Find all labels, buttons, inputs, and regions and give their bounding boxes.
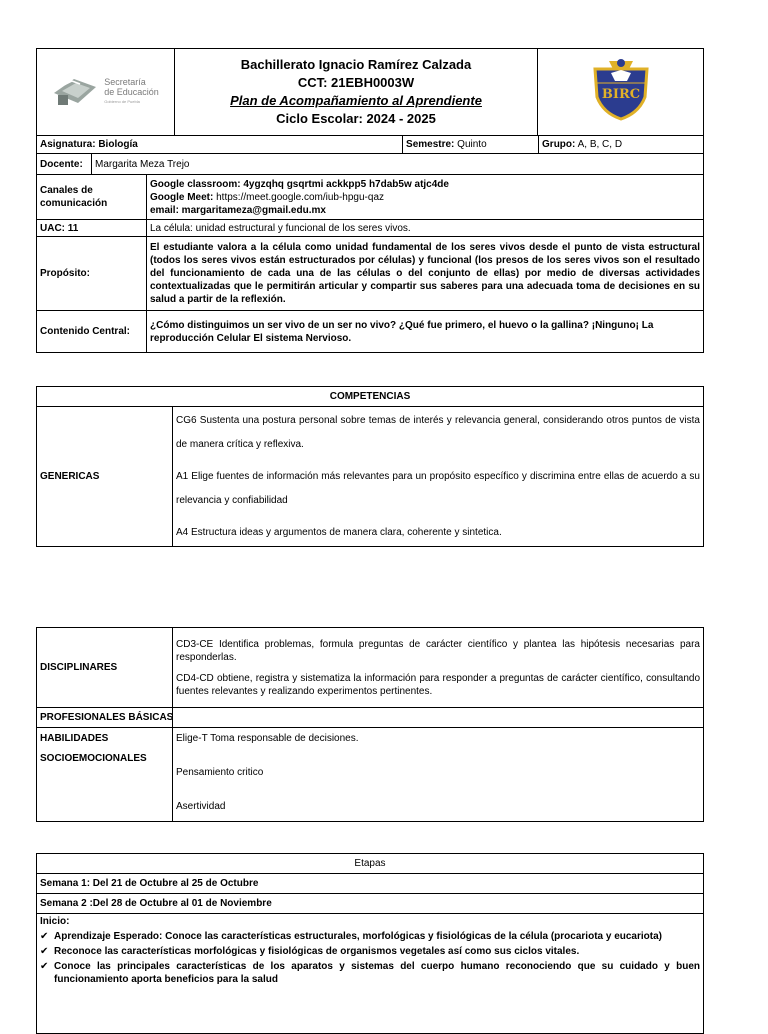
hab-item-1: Elige-T Toma responsable de decisiones.	[176, 733, 359, 744]
contenido-value: ¿Cómo distinguimos un ser vivo de un ser no vivo? ¿Qué fue primero, el huevo o la gallina? ¡Ninguno¡ La reproducción Celular El sistema Nervioso.	[147, 311, 704, 353]
profesionales-label: PROFESIONALES BÁSICAS	[37, 708, 173, 728]
inicio-cell	[37, 914, 704, 1034]
etapas-table	[36, 853, 704, 1034]
hab-item-3: Asertividad	[176, 801, 226, 812]
competencias-table	[36, 386, 704, 547]
list-item	[40, 960, 700, 986]
header-table	[36, 48, 704, 136]
info-table	[36, 135, 704, 353]
grupo-value: A, B, C, D	[577, 139, 623, 150]
disciplinares-label: DISCIPLINARES	[37, 628, 173, 708]
disciplinares-content	[173, 628, 704, 708]
check-icon: ✔	[40, 961, 49, 972]
list-item-text: Aprendizaje Esperado: Conoce las características estructurales, morfológicas y fisiológicas de la célula (procariota y eucariota)	[54, 931, 662, 942]
list-item-text: Reconoce las características morfológicas y fisiológicas de organismos vegetales así como sus ciclos vitales.	[54, 946, 580, 957]
a1-text: A1 Elige fuentes de información más relevantes para un propósito específico y discrimina entre ellas de acuerdo a su relevancia y confiabilidad	[176, 471, 700, 506]
uac-value: La célula: unidad estructural y funcional de los seres vivos.	[147, 220, 704, 237]
genericas-content	[173, 407, 704, 547]
ciclo-escolar: Ciclo Escolar: 2024 - 2025	[276, 111, 436, 126]
hab-item-2: Pensamiento critico	[176, 767, 264, 778]
habilidades-label	[37, 728, 173, 822]
semana-2: Semana 2 :Del 28 de Octubre al 01 de Noviembre	[37, 894, 704, 914]
docente-value: Margarita Meza Trejo	[92, 154, 704, 175]
proposito-value: El estudiante valora a la célula como unidad fundamental de los seres vivos desde el punto de vista estructural (todos los seres vivos están estructurados por células) y funcional (los presos de los seres vivos son el resultado del funcionamiento de cada una de las células o del conjunto de ellas) por medio de diversas actividades contextualizadas que le permitirán articular y compartir sus saberes para una adecuada toma de decisiones en su salud a partir de la reflexión.	[147, 237, 704, 311]
canales-label: Canales de comunicación	[37, 175, 147, 220]
canales-value	[147, 175, 704, 220]
semana-1: Semana 1: Del 21 de Octubre al 25 de Octubre	[37, 874, 704, 894]
school-name: Bachillerato Ignacio Ramírez Calzada	[240, 57, 472, 72]
sep-logo	[37, 49, 174, 135]
shield-cell	[538, 49, 704, 136]
cg6-text: CG6 Sustenta una postura personal sobre temas de interés y relevancia general, considerando otros puntos de vista de manera crítica y reflexiva.	[176, 415, 700, 450]
grupo-label: Grupo:	[542, 139, 576, 150]
semestre-cell	[403, 136, 539, 154]
school-shield-icon	[589, 57, 653, 123]
email-line[interactable]: email: margaritameza@gmail.edu.mx	[150, 204, 326, 216]
sep-name-2: de Educación	[104, 87, 159, 97]
etapas-title: Etapas	[37, 854, 704, 874]
profesionales-value	[173, 708, 704, 728]
sep-logo-cell	[37, 49, 175, 136]
habilidades-label-1: HABILIDADES	[40, 733, 109, 744]
sep-subtitle: Gobierno de Puebla	[104, 99, 140, 104]
sep-emblem-icon	[52, 73, 100, 111]
meet-label: Google Meet:	[150, 191, 214, 203]
sep-name-1: Secretaría	[104, 77, 146, 87]
cd4-text: CD4-CD obtiene, registra y sistematiza la información para responder a preguntas de carácter científico, consultando fuentes relevantes y realizando experimentos pertinentes.	[176, 672, 700, 697]
proposito-label: Propósito:	[37, 237, 147, 311]
habilidades-label-2: SOCIOEMOCIONALES	[40, 753, 147, 764]
asignatura-cell: Asignatura: Biología	[37, 136, 403, 154]
list-item	[40, 930, 700, 943]
school-cct: CCT: 21EBH0003W	[297, 75, 415, 90]
docente-label: Docente:	[37, 154, 92, 175]
school-title-cell	[175, 49, 538, 136]
check-icon: ✔	[40, 946, 49, 957]
habilidades-content	[173, 728, 704, 822]
semestre-value: Quinto	[457, 139, 487, 150]
meet-line	[150, 191, 700, 204]
grupo-cell	[539, 136, 704, 154]
competencias-title: COMPETENCIAS	[37, 387, 704, 407]
semestre-label: Semestre:	[406, 139, 455, 150]
uac-label: UAC: 11	[37, 220, 147, 237]
plan-title: Plan de Acompañamiento al Aprendiente	[230, 93, 482, 108]
list-item	[40, 945, 700, 958]
classroom-code: Google classroom: 4ygzqhq gsqrtmi ackkpp5 h7dab5w atjc4de	[150, 178, 449, 190]
check-icon: ✔	[40, 931, 49, 942]
list-item-text: Conoce las principales características de los aparatos y sistemas del cuerpo humano reconociendo que su cuidado y buen funcionamiento aporta beneficios para la salud	[54, 961, 700, 985]
contenido-label: Contenido Central:	[37, 311, 147, 353]
meet-link[interactable]: https://meet.google.com/iub-hpgu-qaz	[216, 191, 385, 203]
genericas-label: GENERICAS	[37, 407, 173, 547]
cd3-text: CD3-CE Identifica problemas, formula preguntas de carácter científico y plantea las hipótesis necesarias para responderlas.	[176, 638, 700, 663]
inicio-label: Inicio:	[40, 916, 70, 927]
shield-text: BIRC	[601, 87, 640, 102]
a4-text: A4 Estructura ideas y argumentos de manera clara, coherente y sintetica.	[176, 527, 502, 538]
disciplinares-table	[36, 627, 704, 822]
